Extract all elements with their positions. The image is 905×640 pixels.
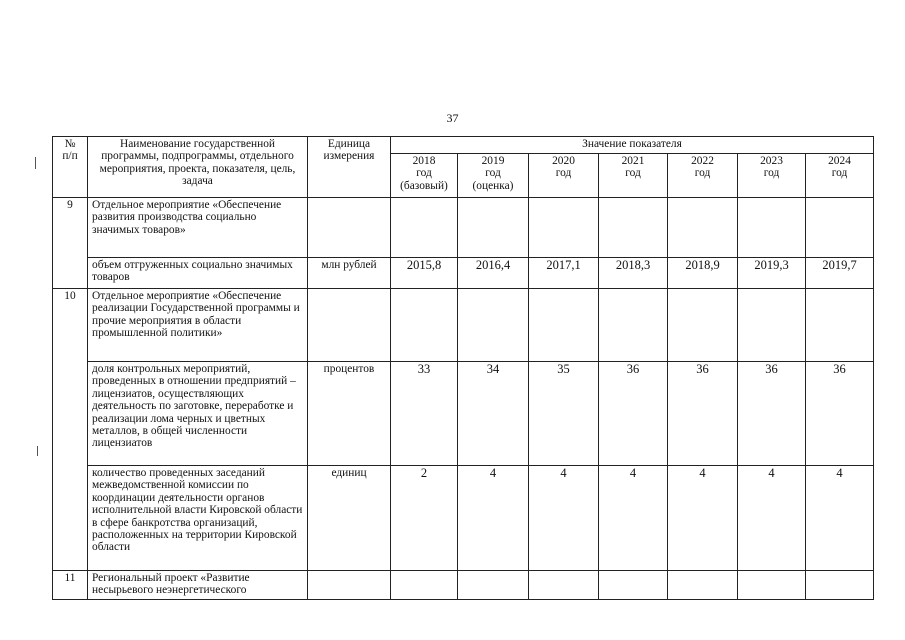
row-value xyxy=(529,571,599,600)
row-value: 35 xyxy=(529,362,599,466)
row-value xyxy=(738,198,806,258)
header-year-2021: 2021 год xyxy=(599,154,668,198)
row-name: объем отгруженных социально значимых товаров xyxy=(88,258,308,289)
row-value: 36 xyxy=(738,362,806,466)
row-value xyxy=(458,198,529,258)
row-value: 2018,3 xyxy=(599,258,668,289)
row-value xyxy=(806,198,874,258)
row-value: 36 xyxy=(599,362,668,466)
row-value xyxy=(599,289,668,362)
row-value xyxy=(738,289,806,362)
row-value: 36 xyxy=(668,362,738,466)
row-value: 2016,4 xyxy=(458,258,529,289)
row-unit xyxy=(308,571,391,600)
row-value xyxy=(391,289,458,362)
row-value: 2017,1 xyxy=(529,258,599,289)
row-unit xyxy=(308,289,391,362)
row-name: количество проведенных заседаний межведомственной комиссии по координации деятельности органов исполнительной власти Кировской области в сфере банкротства организаций, расположенных на территории Кировской области xyxy=(88,466,308,571)
scan-mark xyxy=(37,446,38,456)
table-row xyxy=(53,571,874,600)
row-value: 36 xyxy=(806,362,874,466)
table-row xyxy=(53,289,874,362)
row-unit: единиц xyxy=(308,466,391,571)
header-year-2023: 2023 год xyxy=(738,154,806,198)
row-value xyxy=(391,571,458,600)
row-name: Региональный проект «Развитие несырьевого неэнергетического xyxy=(88,571,308,600)
row-value: 2019,3 xyxy=(738,258,806,289)
row-value xyxy=(599,198,668,258)
row-value xyxy=(458,571,529,600)
indicator-table xyxy=(52,136,874,600)
row-unit xyxy=(308,198,391,258)
header-year-2019: 2019 год (оценка) xyxy=(458,154,529,198)
row-value: 34 xyxy=(458,362,529,466)
row-name: Отдельное мероприятие «Обеспечение развития производства социально значимых товаров» xyxy=(88,198,308,258)
row-value: 2015,8 xyxy=(391,258,458,289)
table-row xyxy=(53,362,874,466)
row-name: Отдельное мероприятие «Обеспечение реализации Государственной программы и прочие мероприятия в области промышленной политики» xyxy=(88,289,308,362)
row-value xyxy=(668,571,738,600)
row-value xyxy=(599,571,668,600)
page-number: 37 xyxy=(446,111,459,125)
header-num: № п/п xyxy=(53,137,88,198)
table-row xyxy=(53,258,874,289)
row-value xyxy=(806,571,874,600)
row-unit: млн рублей xyxy=(308,258,391,289)
row-value xyxy=(738,571,806,600)
row-value: 4 xyxy=(529,466,599,571)
row-number: 11 xyxy=(53,571,88,600)
header-year-2024: 2024 год xyxy=(806,154,874,198)
row-value xyxy=(529,289,599,362)
header-value-group: Значение показателя xyxy=(391,137,874,154)
row-value: 2018,9 xyxy=(668,258,738,289)
row-value: 4 xyxy=(668,466,738,571)
row-value xyxy=(458,289,529,362)
header-year-2022: 2022 год xyxy=(668,154,738,198)
row-value: 4 xyxy=(738,466,806,571)
row-value: 4 xyxy=(599,466,668,571)
header-unit: Единица измерения xyxy=(308,137,391,198)
header-name: Наименование государственной программы, подпрограммы, отдельного мероприятия, проекта, показателя, цель, задача xyxy=(88,137,308,198)
row-value xyxy=(529,198,599,258)
row-value xyxy=(806,289,874,362)
row-value: 4 xyxy=(806,466,874,571)
row-value: 33 xyxy=(391,362,458,466)
row-value xyxy=(668,289,738,362)
row-number: 10 xyxy=(53,289,88,571)
row-value: 4 xyxy=(458,466,529,571)
row-value xyxy=(391,198,458,258)
row-name: доля контрольных мероприятий, проведенных в отношении предприятий – лицензиатов, осуществляющих деятельность по заготовке, переработке и реализации лома черных и цветных металлов, в общей численности лицензиатов xyxy=(88,362,308,466)
row-number: 9 xyxy=(53,198,88,289)
row-unit: процентов xyxy=(308,362,391,466)
row-value: 2 xyxy=(391,466,458,571)
row-value xyxy=(668,198,738,258)
row-value: 2019,7 xyxy=(806,258,874,289)
table-row xyxy=(53,466,874,571)
header-year-2020: 2020 год xyxy=(529,154,599,198)
header-year-2018: 2018 год (базовый) xyxy=(391,154,458,198)
scan-mark xyxy=(35,157,36,169)
table-row xyxy=(53,198,874,258)
